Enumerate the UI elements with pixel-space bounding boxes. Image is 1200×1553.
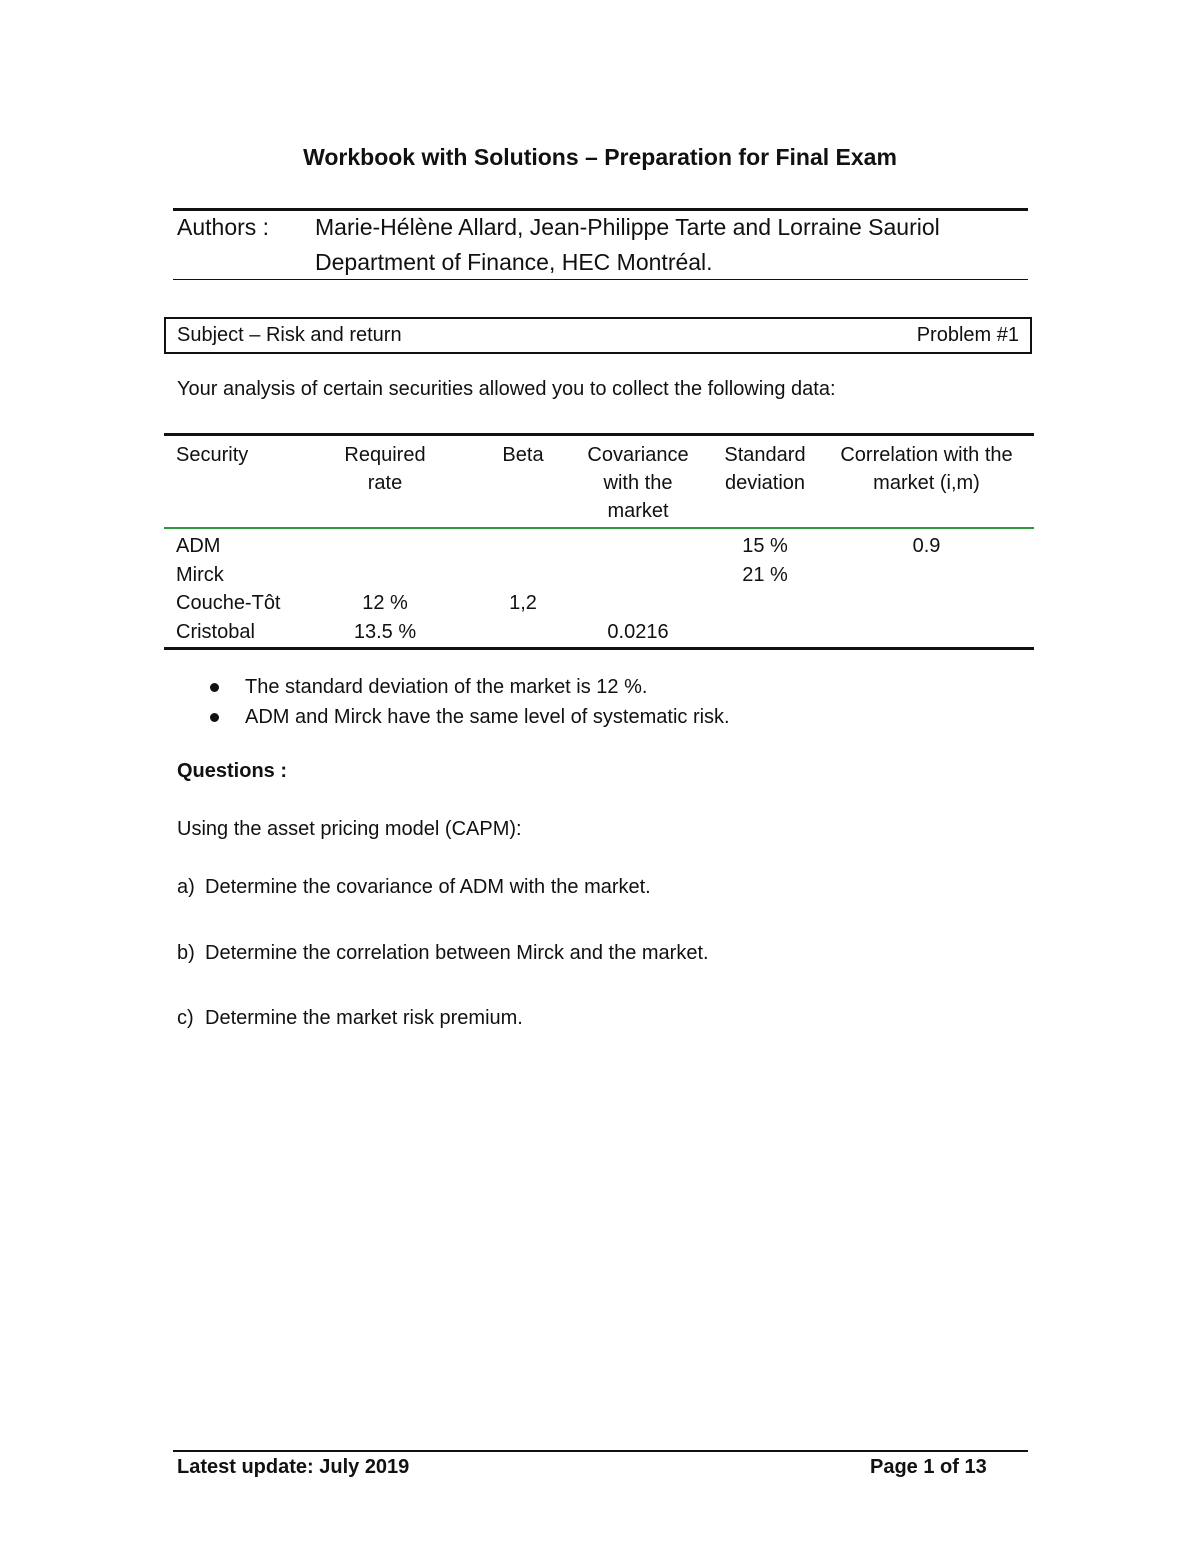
cell-correlation	[819, 561, 1034, 590]
question-c	[177, 1007, 523, 1030]
cell-beta	[481, 561, 565, 590]
question-letter: a)	[177, 876, 195, 898]
cell-security: ADM	[176, 535, 221, 557]
cell-security: Mirck	[176, 563, 224, 586]
footer-update: Latest update: July 2019	[177, 1456, 410, 1478]
cell-security: Couche-Tôt	[176, 592, 281, 614]
header-beta: Beta	[481, 435, 565, 529]
header-standard-deviation: Standard deviation	[711, 435, 819, 529]
cell-covariance	[565, 589, 711, 618]
list-item	[210, 672, 730, 702]
authors-label: Authors :	[177, 214, 270, 240]
question-letter: b)	[177, 942, 195, 964]
cell-correlation	[819, 618, 1034, 649]
subject-box	[164, 317, 1032, 354]
footer-rule	[173, 1450, 1028, 1452]
questions-heading: Questions :	[177, 760, 288, 782]
intro-text: Your analysis of certain securities allowed you to collect the following data:	[177, 378, 836, 400]
question-text: Determine the market risk premium.	[205, 1007, 523, 1029]
table-row	[164, 589, 1034, 618]
bullet-icon	[210, 713, 219, 722]
cell-beta	[481, 528, 565, 561]
authors-names: Marie-Hélène Allard, Jean-Philippe Tarte and Lorraine Sauriol	[315, 214, 940, 240]
list-item-text: ADM and Mirck have the same level of systematic risk.	[245, 706, 730, 728]
list-item	[210, 702, 730, 732]
question-text: Determine the correlation between Mirck and the market.	[205, 942, 709, 964]
cell-correlation	[819, 589, 1034, 618]
document-title: Workbook with Solutions – Preparation for Final Exam	[303, 144, 897, 170]
question-b	[177, 942, 709, 965]
question-a	[177, 876, 651, 899]
cell-required-rate: 12 %	[362, 592, 408, 614]
question-letter: c)	[177, 1007, 194, 1029]
footer-page-number: Page 1 of 13	[870, 1456, 987, 1478]
table-row	[164, 528, 1034, 561]
cell-covariance	[565, 528, 711, 561]
cell-standard-deviation: 15 %	[742, 535, 788, 557]
cell-security: Cristobal	[164, 618, 289, 649]
header-security: Security	[164, 435, 289, 529]
list-item-text: The standard deviation of the market is 12 %.	[245, 676, 648, 698]
table-row	[164, 618, 1034, 649]
cell-standard-deviation: 21 %	[742, 563, 788, 586]
problem-number: Problem #1	[916, 324, 1019, 346]
header-correlation: Correlation with the market (i,m)	[819, 435, 1034, 529]
header-covariance: Covariance with the market	[565, 435, 711, 529]
facts-list	[210, 672, 730, 732]
header-required-rate: Required rate	[289, 435, 481, 529]
cell-correlation: 0.9	[912, 535, 941, 557]
cell-standard-deviation	[711, 618, 819, 649]
cell-beta	[481, 618, 565, 649]
questions-intro: Using the asset pricing model (CAPM):	[177, 818, 522, 840]
subject-label: Subject – Risk and return	[177, 324, 402, 346]
cell-covariance	[565, 561, 711, 590]
cell-beta: 1,2	[509, 592, 537, 614]
cell-required-rate	[289, 528, 481, 561]
authors-department: Department of Finance, HEC Montréal.	[315, 249, 713, 275]
bullet-icon	[210, 683, 219, 692]
cell-standard-deviation	[711, 589, 819, 618]
authors-top-rule	[173, 208, 1028, 211]
table-header-row	[164, 435, 1034, 529]
cell-covariance: 0.0216	[565, 618, 711, 649]
question-text: Determine the covariance of ADM with the market.	[205, 876, 651, 898]
cell-required-rate: 13.5 %	[289, 618, 481, 649]
authors-bottom-rule	[173, 279, 1028, 280]
cell-required-rate	[289, 561, 481, 590]
table-row	[164, 561, 1034, 590]
securities-table	[164, 433, 1034, 650]
